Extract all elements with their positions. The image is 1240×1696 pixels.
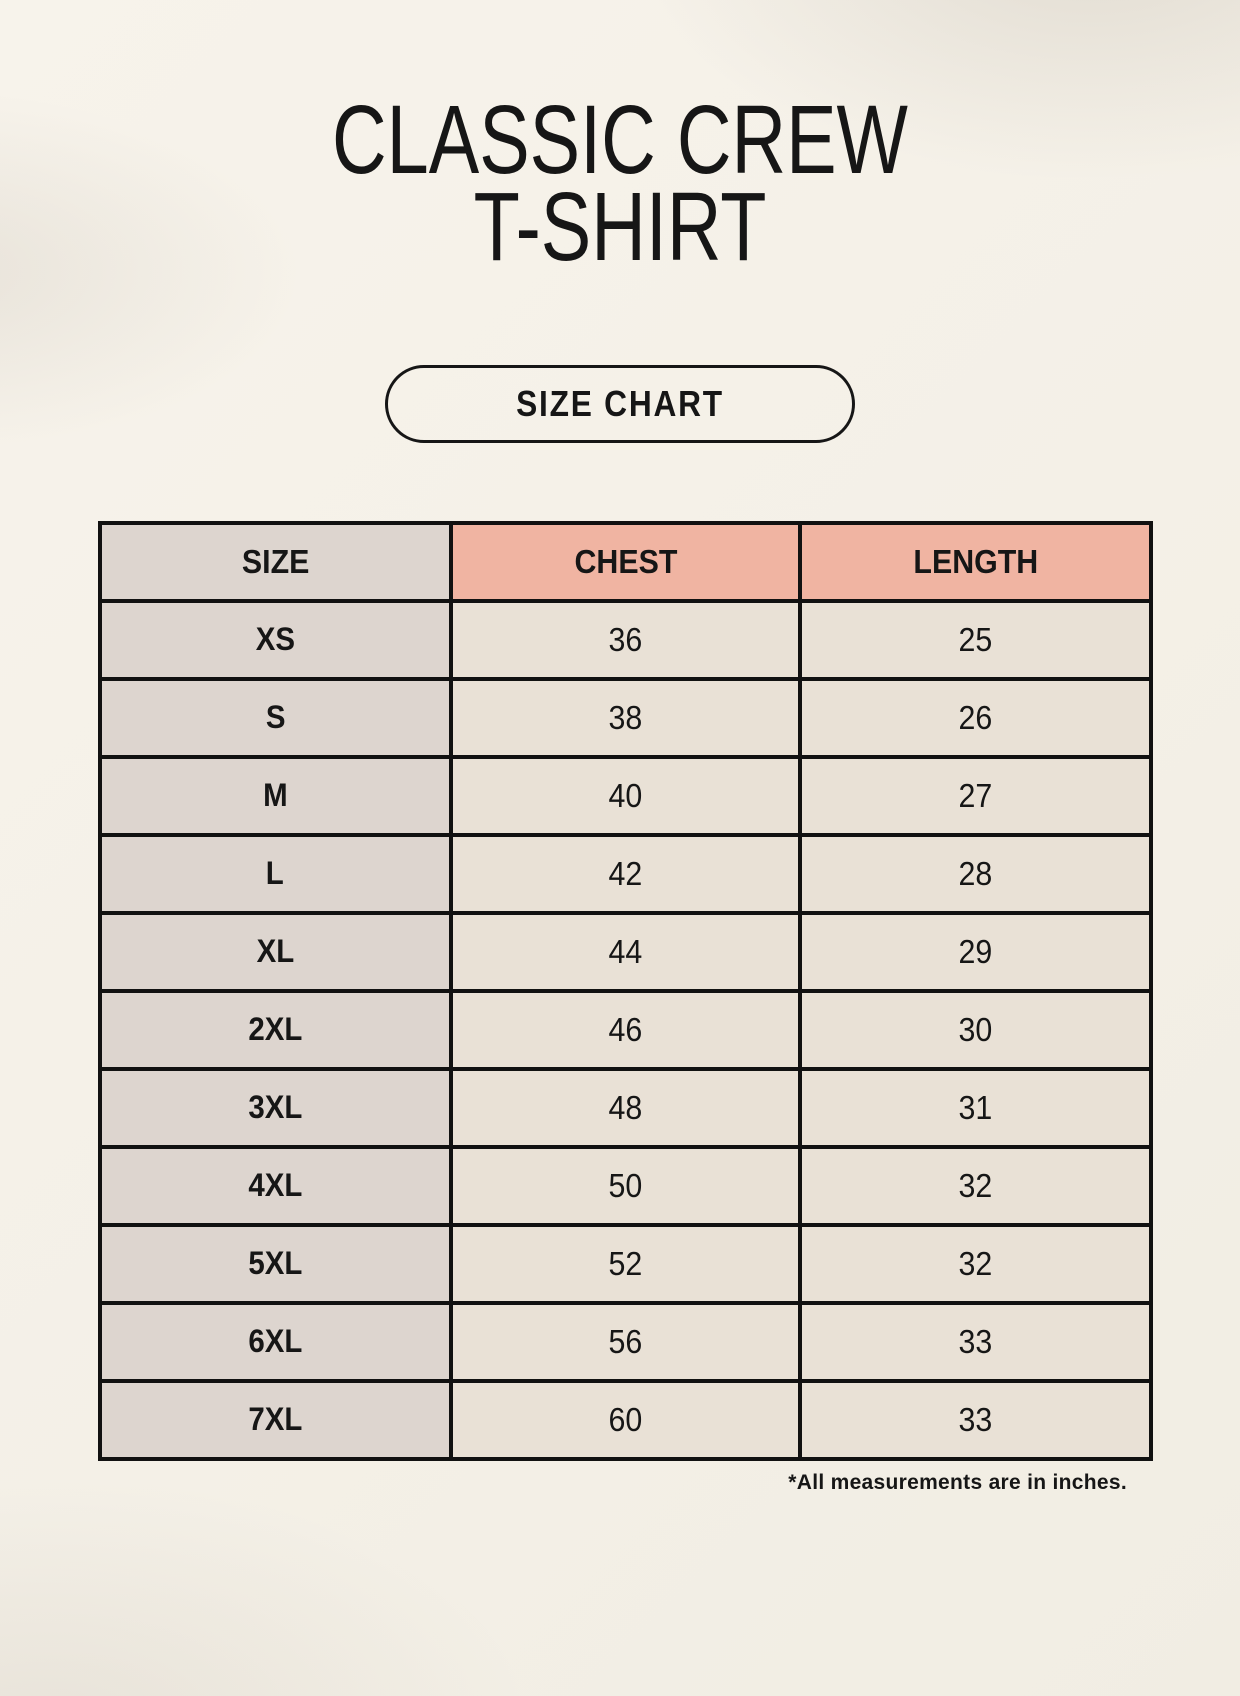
size-cell	[100, 991, 451, 1069]
table-row	[100, 1147, 1151, 1225]
size-cell	[100, 1303, 451, 1381]
column-header-length-label: LENGTH	[913, 542, 1039, 580]
length-cell	[800, 1381, 1151, 1459]
table-row	[100, 1303, 1151, 1381]
length-cell	[800, 679, 1151, 757]
chest-cell	[451, 1303, 801, 1381]
chest-value: 36	[608, 620, 643, 658]
chest-value: 44	[608, 932, 643, 970]
length-cell	[800, 835, 1151, 913]
length-value: 29	[958, 932, 993, 970]
size-cell	[100, 913, 451, 991]
size-value: 3XL	[248, 1089, 303, 1126]
length-value: 26	[958, 698, 993, 736]
size-chart-badge	[385, 365, 855, 443]
size-cell	[100, 1225, 451, 1303]
page-title-line-1: CLASSIC CREW	[332, 85, 908, 194]
measurements-footnote: *All measurements are in inches.	[788, 1470, 1127, 1494]
chest-cell	[451, 1069, 801, 1147]
length-value: 32	[958, 1166, 993, 1204]
table-row	[100, 991, 1151, 1069]
length-cell	[800, 991, 1151, 1069]
table-row	[100, 679, 1151, 757]
page-title	[0, 85, 1240, 282]
size-cell	[100, 757, 451, 835]
column-header-size-label: SIZE	[241, 542, 309, 580]
size-cell	[100, 679, 451, 757]
size-value: XS	[255, 621, 295, 658]
length-cell	[800, 1069, 1151, 1147]
size-cell	[100, 1381, 451, 1459]
chest-value: 40	[608, 776, 643, 814]
table-row	[100, 913, 1151, 991]
length-value: 32	[958, 1244, 993, 1282]
column-header-chest-label: CHEST	[574, 542, 677, 580]
chest-value: 52	[608, 1244, 643, 1282]
size-chart-badge-label: SIZE CHART	[516, 382, 724, 424]
length-value: 28	[958, 854, 993, 892]
column-header-chest	[451, 523, 801, 601]
chest-value: 50	[608, 1166, 643, 1204]
size-value: XL	[256, 933, 295, 970]
chest-value: 42	[608, 854, 643, 892]
size-value: 6XL	[248, 1323, 303, 1360]
chest-value: 46	[608, 1010, 643, 1048]
size-chart-badge-container	[0, 365, 1240, 443]
chest-cell	[451, 601, 801, 679]
size-chart-page	[0, 85, 1240, 1696]
length-cell	[800, 1225, 1151, 1303]
size-value: 5XL	[248, 1245, 303, 1282]
length-cell	[800, 1303, 1151, 1381]
chest-value: 48	[608, 1088, 643, 1126]
table-row	[100, 1225, 1151, 1303]
chest-cell	[451, 913, 801, 991]
chest-value: 38	[608, 698, 643, 736]
size-cell	[100, 1147, 451, 1225]
size-value: 2XL	[248, 1011, 303, 1048]
size-value: S	[265, 699, 286, 736]
chest-cell	[451, 679, 801, 757]
chest-cell	[451, 991, 801, 1069]
length-value: 31	[958, 1088, 993, 1126]
chest-cell	[451, 1147, 801, 1225]
chest-value: 56	[608, 1322, 643, 1360]
page-title-line-2: T-SHIRT	[473, 172, 767, 282]
size-value: M	[262, 777, 288, 814]
size-cell	[100, 835, 451, 913]
length-cell	[800, 1147, 1151, 1225]
size-cell	[100, 601, 451, 679]
table-row	[100, 1381, 1151, 1459]
table-header-row	[100, 523, 1151, 601]
length-value: 33	[958, 1322, 993, 1360]
table-row	[100, 757, 1151, 835]
size-value: 4XL	[248, 1167, 303, 1204]
length-value: 30	[958, 1010, 993, 1048]
size-cell	[100, 1069, 451, 1147]
chest-cell	[451, 1381, 801, 1459]
chest-cell	[451, 835, 801, 913]
length-cell	[800, 601, 1151, 679]
table-row	[100, 835, 1151, 913]
size-chart-table	[98, 521, 1153, 1461]
length-value: 27	[958, 776, 993, 814]
size-value: 7XL	[248, 1401, 303, 1438]
size-value: L	[266, 855, 285, 892]
chest-cell	[451, 757, 801, 835]
length-cell	[800, 913, 1151, 991]
length-cell	[800, 757, 1151, 835]
length-value: 25	[958, 620, 993, 658]
table-row	[100, 1069, 1151, 1147]
length-value: 33	[958, 1400, 993, 1438]
chest-cell	[451, 1225, 801, 1303]
chest-value: 60	[608, 1400, 643, 1438]
column-header-length	[800, 523, 1151, 601]
column-header-size	[100, 523, 451, 601]
table-row	[100, 601, 1151, 679]
